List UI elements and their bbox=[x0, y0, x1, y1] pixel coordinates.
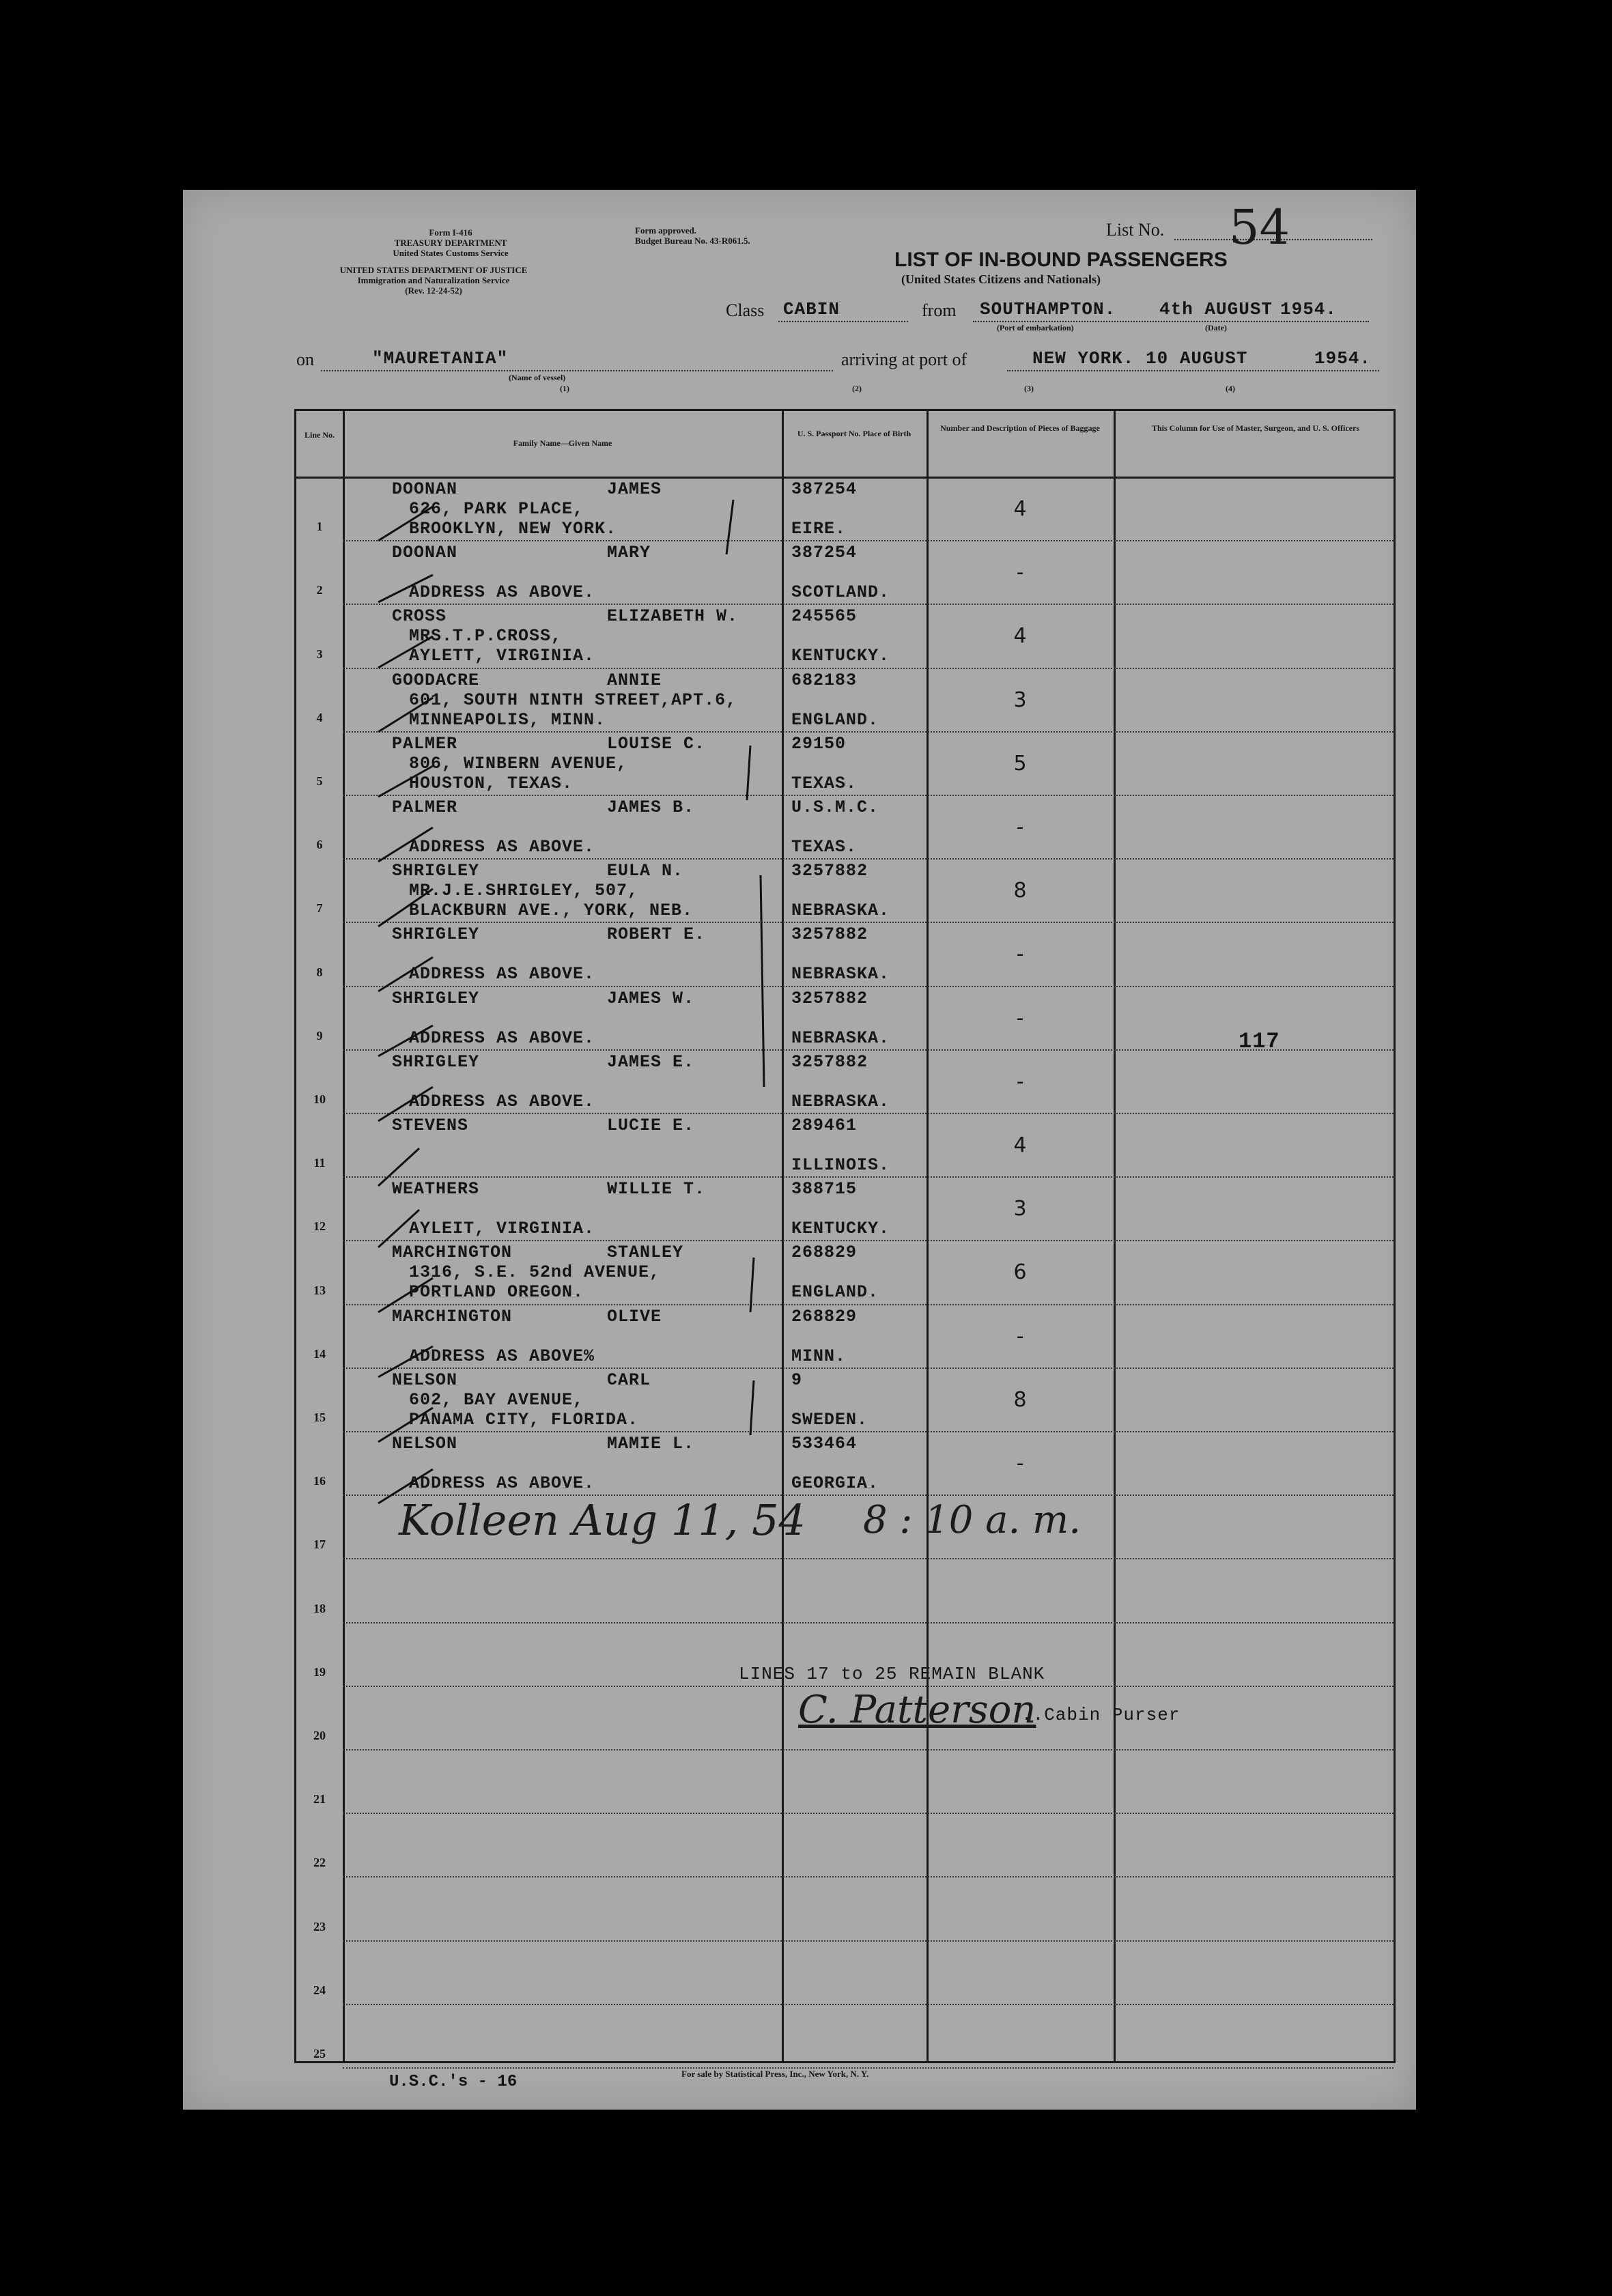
document-subtitle: (United States Citizens and Nationals) bbox=[901, 272, 1101, 286]
passenger-surname: PALMER bbox=[392, 797, 458, 817]
baggage-count: - bbox=[1016, 815, 1024, 839]
passenger-address-line: BROOKLYN, NEW YORK. bbox=[409, 519, 617, 539]
vessel-name: "MAURETANIA" bbox=[372, 348, 509, 369]
passenger-surname: DOONAN bbox=[392, 479, 458, 499]
place-of-birth: NEBRASKA. bbox=[791, 964, 890, 984]
line-number: 5 bbox=[316, 774, 323, 788]
passenger-surname: NELSON bbox=[392, 1370, 458, 1390]
footer-form-code: U.S.C.'s - 16 bbox=[389, 2073, 518, 2091]
place-of-birth: ILLINOIS. bbox=[791, 1155, 890, 1175]
line-number: 10 bbox=[313, 1092, 326, 1106]
baggage-count: 3 bbox=[1013, 688, 1027, 712]
vessel-underline bbox=[321, 370, 833, 371]
passenger-address-line: HOUSTON, TEXAS. bbox=[409, 773, 574, 793]
check-mark bbox=[378, 575, 433, 602]
baggage-count: 5 bbox=[1013, 751, 1027, 776]
arrival-port: NEW YORK. 10 AUGUST bbox=[1032, 348, 1248, 369]
passenger-surname: WEATHERS bbox=[392, 1179, 480, 1200]
passenger-given-name: OLIVE bbox=[607, 1306, 662, 1327]
baggage-count: - bbox=[1016, 1324, 1024, 1348]
passport-number: 29150 bbox=[791, 733, 847, 754]
place-of-birth: ENGLAND. bbox=[791, 709, 879, 730]
passport-number: 245565 bbox=[791, 606, 858, 627]
passport-number: 682183 bbox=[791, 670, 858, 690]
check-mark bbox=[378, 1346, 433, 1377]
line-number: 21 bbox=[313, 1792, 326, 1806]
place-of-birth: SCOTLAND. bbox=[791, 582, 890, 603]
class-value: CABIN bbox=[783, 299, 840, 320]
place-of-birth: GEORGIA. bbox=[791, 1473, 879, 1493]
check-mark bbox=[378, 1469, 433, 1503]
passport-number: 3257882 bbox=[791, 1051, 868, 1072]
line-number: 20 bbox=[313, 1729, 326, 1742]
line-number: 18 bbox=[313, 1601, 326, 1615]
line-number: 3 bbox=[316, 647, 323, 661]
class-underline bbox=[778, 321, 908, 322]
check-mark bbox=[378, 1278, 433, 1312]
embark-date: 4th AUGUST bbox=[1159, 299, 1273, 320]
passenger-address-line: PANAMA CITY, FLORIDA. bbox=[409, 1409, 639, 1430]
header-name: Family Name—Given Name bbox=[513, 438, 612, 448]
passenger-address-line: ADDRESS AS ABOVE. bbox=[409, 1027, 595, 1048]
passenger-surname: MARCHINGTON bbox=[392, 1306, 513, 1327]
passenger-surname: GOODACRE bbox=[392, 670, 480, 690]
check-mark bbox=[378, 1408, 433, 1442]
baggage-count: - bbox=[1016, 1069, 1024, 1094]
date-caption: (Date) bbox=[1205, 323, 1227, 332]
passenger-address-line: 806, WINBERN AVENUE, bbox=[409, 753, 628, 774]
passenger-surname: DOONAN bbox=[392, 543, 458, 563]
place-of-birth: ENGLAND. bbox=[791, 1282, 879, 1303]
passenger-surname: STEVENS bbox=[392, 1116, 469, 1135]
caption-1: (1) bbox=[560, 384, 569, 393]
passport-number: 9 bbox=[791, 1370, 803, 1390]
embark-underline bbox=[973, 321, 1369, 322]
passenger-given-name: JAMES E. bbox=[607, 1051, 695, 1072]
footer-printer: For sale by Statistical Press, Inc., New York, N. Y. bbox=[681, 2069, 869, 2079]
place-of-birth: NEBRASKA. bbox=[791, 1091, 890, 1111]
passenger-address-line: ADDRESS AS ABOVE. bbox=[409, 964, 595, 984]
place-of-birth: NEBRASKA. bbox=[791, 1027, 890, 1048]
purser-title: ..Cabin Purser bbox=[1021, 1705, 1180, 1725]
caption-4: (4) bbox=[1226, 384, 1235, 393]
family-bracket bbox=[761, 875, 764, 1087]
form-approved-block: Form approved. Budget Bureau No. 43-R061.5. bbox=[635, 225, 750, 246]
passport-number: 289461 bbox=[791, 1116, 858, 1135]
passenger-address-line: MRS.T.P.CROSS, bbox=[409, 626, 563, 647]
arriving-label: arriving at port of bbox=[841, 350, 967, 369]
family-bracket bbox=[726, 500, 733, 554]
place-of-birth: TEXAS. bbox=[791, 773, 858, 793]
passenger-address-line: ADDRESS AS ABOVE. bbox=[409, 1091, 595, 1111]
check-mark bbox=[378, 636, 433, 668]
embark-year: 1954. bbox=[1280, 299, 1338, 320]
passenger-given-name: LUCIE E. bbox=[607, 1116, 695, 1135]
passenger-address-line: ADDRESS AS ABOVE. bbox=[409, 837, 595, 857]
passenger-surname: SHRIGLEY bbox=[392, 924, 480, 945]
line-number: 15 bbox=[313, 1411, 326, 1424]
passenger-given-name: LOUISE C. bbox=[607, 733, 706, 754]
check-mark bbox=[378, 889, 433, 926]
passenger-address-line: ADDRESS AS ABOVE% bbox=[409, 1346, 595, 1366]
check-mark bbox=[378, 827, 433, 862]
baggage-count: - bbox=[1016, 942, 1024, 967]
remain-blank-note: LINES 17 to 25 REMAIN BLANK bbox=[739, 1664, 1045, 1684]
check-mark bbox=[378, 1087, 433, 1121]
baggage-count: - bbox=[1016, 1451, 1024, 1475]
baggage-count: 4 bbox=[1013, 497, 1027, 521]
header-passport: U. S. Passport No. Place of Birth bbox=[797, 429, 911, 438]
port-embarkation: SOUTHAMPTON. bbox=[980, 299, 1116, 320]
purser-signature: C. Patterson bbox=[798, 1688, 1036, 1732]
arrival-year: 1954. bbox=[1314, 348, 1372, 369]
passenger-given-name: STANLEY bbox=[607, 1243, 684, 1263]
baggage-count: 8 bbox=[1013, 1387, 1027, 1412]
passport-number: 387254 bbox=[791, 479, 858, 499]
place-of-birth: KENTUCKY. bbox=[791, 646, 890, 666]
passport-number: U.S.M.C. bbox=[791, 797, 879, 817]
passenger-given-name: CARL bbox=[607, 1370, 651, 1390]
baggage-count: 6 bbox=[1013, 1260, 1027, 1285]
check-mark bbox=[378, 698, 433, 732]
passenger-surname: NELSON bbox=[392, 1434, 458, 1454]
form-treasury-block: Form I-416 TREASURY DEPARTMENT United States Customs Service bbox=[393, 227, 509, 258]
family-bracket bbox=[750, 1258, 754, 1312]
form-justice-block: UNITED STATES DEPARTMENT OF JUSTICE Immigration and Naturalization Service (Rev. 12-24-52) bbox=[339, 265, 528, 296]
baggage-count: 4 bbox=[1013, 1133, 1027, 1157]
passenger-address-line: 1316, S.E. 52nd AVENUE, bbox=[409, 1262, 661, 1283]
place-of-birth: KENTUCKY. bbox=[791, 1219, 890, 1239]
header-officers: This Column for Use of Master, Surgeon, and U. S. Officers bbox=[1151, 423, 1359, 433]
place-of-birth: EIRE. bbox=[791, 519, 847, 539]
passenger-surname: SHRIGLEY bbox=[392, 861, 480, 881]
place-of-birth: MINN. bbox=[791, 1346, 847, 1366]
check-mark bbox=[378, 1210, 419, 1247]
passenger-given-name: JAMES bbox=[607, 479, 662, 499]
passenger-address-line: BLACKBURN AVE., YORK, NEB. bbox=[409, 901, 694, 921]
check-mark bbox=[378, 507, 433, 541]
line-number: 19 bbox=[313, 1664, 326, 1679]
passenger-surname: CROSS bbox=[392, 606, 447, 627]
line-number: 14 bbox=[313, 1346, 326, 1361]
line-number: 1 bbox=[316, 520, 323, 534]
passport-number: 533464 bbox=[791, 1434, 858, 1454]
on-label: on bbox=[296, 350, 314, 369]
passenger-given-name: MARY bbox=[607, 543, 651, 563]
passenger-address-line: MINNEAPOLIS, MINN. bbox=[409, 709, 606, 730]
handwritten-inspector-note: Kolleen Aug 11, 54 bbox=[399, 1495, 806, 1545]
passenger-surname: MARCHINGTON bbox=[392, 1243, 513, 1263]
from-label: from bbox=[922, 300, 957, 320]
line-number: 2 bbox=[316, 583, 323, 597]
line-number: 22 bbox=[313, 1856, 326, 1870]
caption-3: (3) bbox=[1024, 384, 1034, 393]
line-number: 24 bbox=[313, 1983, 326, 1997]
line-number: 12 bbox=[313, 1219, 326, 1234]
passenger-surname: SHRIGLEY bbox=[392, 988, 480, 1008]
passenger-address-line: AYLEIT, VIRGINIA. bbox=[409, 1219, 595, 1239]
class-label: Class bbox=[726, 300, 765, 320]
document-title: LIST OF IN-BOUND PASSENGERS bbox=[894, 249, 1228, 271]
line-number: 13 bbox=[313, 1283, 326, 1297]
check-mark bbox=[378, 1148, 419, 1186]
line-number: 11 bbox=[313, 1156, 326, 1170]
list-no-value: 54 bbox=[1229, 199, 1290, 255]
place-of-birth: SWEDEN. bbox=[791, 1409, 868, 1430]
passenger-address-line: MR.J.E.SHRIGLEY, 507, bbox=[409, 881, 639, 901]
passenger-surname: SHRIGLEY bbox=[392, 1051, 480, 1072]
baggage-count: - bbox=[1016, 1006, 1024, 1030]
passenger-given-name: ROBERT E. bbox=[607, 924, 706, 945]
passport-number: 3257882 bbox=[791, 924, 868, 945]
line-number: 16 bbox=[313, 1474, 326, 1488]
passenger-given-name: ANNIE bbox=[607, 670, 662, 690]
family-bracket bbox=[747, 746, 750, 800]
baggage-count: 8 bbox=[1013, 879, 1027, 903]
line-number: 23 bbox=[313, 1919, 326, 1933]
arrival-underline bbox=[1007, 370, 1379, 371]
header-baggage: Number and Description of Pieces of Baggage bbox=[940, 423, 1100, 433]
line-number: 17 bbox=[313, 1537, 326, 1552]
port-embark-caption: (Port of embarkation) bbox=[997, 323, 1074, 332]
passenger-address-line: ADDRESS AS ABOVE. bbox=[409, 582, 595, 603]
officer-note: 117 bbox=[1239, 1029, 1280, 1054]
passenger-given-name: MAMIE L. bbox=[607, 1434, 695, 1454]
baggage-count: - bbox=[1016, 561, 1024, 585]
passenger-given-name: ELIZABETH W. bbox=[607, 606, 739, 627]
line-number: 25 bbox=[313, 2047, 326, 2060]
handwritten-time-note: 8 : 10 a. m. bbox=[863, 1498, 1081, 1542]
passenger-surname: PALMER bbox=[392, 733, 458, 754]
passenger-address-line: ADDRESS AS ABOVE. bbox=[409, 1473, 595, 1493]
passport-number: 268829 bbox=[791, 1243, 858, 1263]
caption-2: (2) bbox=[852, 384, 862, 393]
baggage-count: 4 bbox=[1013, 624, 1027, 649]
place-of-birth: NEBRASKA. bbox=[791, 901, 890, 921]
passport-number: 388715 bbox=[791, 1179, 858, 1200]
place-of-birth: TEXAS. bbox=[791, 837, 858, 857]
passport-number: 387254 bbox=[791, 543, 858, 563]
passport-number: 3257882 bbox=[791, 988, 868, 1008]
vessel-caption: (Name of vessel) bbox=[509, 373, 566, 382]
passenger-table bbox=[294, 409, 1396, 2063]
line-number: 8 bbox=[316, 965, 323, 979]
family-bracket bbox=[750, 1380, 754, 1435]
bracket-marks bbox=[296, 411, 1398, 2065]
passenger-given-name: JAMES W. bbox=[607, 988, 695, 1008]
passport-number: 3257882 bbox=[791, 861, 868, 881]
check-mark bbox=[378, 1025, 433, 1056]
passenger-address-line: 601, SOUTH NINTH STREET,APT.6, bbox=[409, 690, 737, 710]
line-number: 7 bbox=[316, 901, 323, 916]
header-line-no: Line No. bbox=[304, 430, 335, 440]
passenger-address-line: AYLETT, VIRGINIA. bbox=[409, 646, 595, 666]
passenger-address-line: 602, BAY AVENUE, bbox=[409, 1389, 584, 1410]
passenger-given-name: JAMES B. bbox=[607, 797, 695, 817]
line-number: 4 bbox=[316, 710, 323, 724]
baggage-count: 3 bbox=[1013, 1197, 1027, 1221]
passenger-address-line: PORTLAND OREGON. bbox=[409, 1282, 584, 1303]
list-no-label: List No. bbox=[1106, 220, 1165, 240]
passenger-given-name: WILLIE T. bbox=[607, 1179, 706, 1200]
passport-number: 268829 bbox=[791, 1306, 858, 1327]
line-number: 6 bbox=[316, 838, 323, 852]
check-mark bbox=[378, 766, 433, 797]
passenger-given-name: EULA N. bbox=[607, 861, 684, 881]
check-mark bbox=[378, 957, 433, 991]
line-number: 9 bbox=[316, 1028, 323, 1043]
passenger-address-line: 626, PARK PLACE, bbox=[409, 499, 584, 519]
